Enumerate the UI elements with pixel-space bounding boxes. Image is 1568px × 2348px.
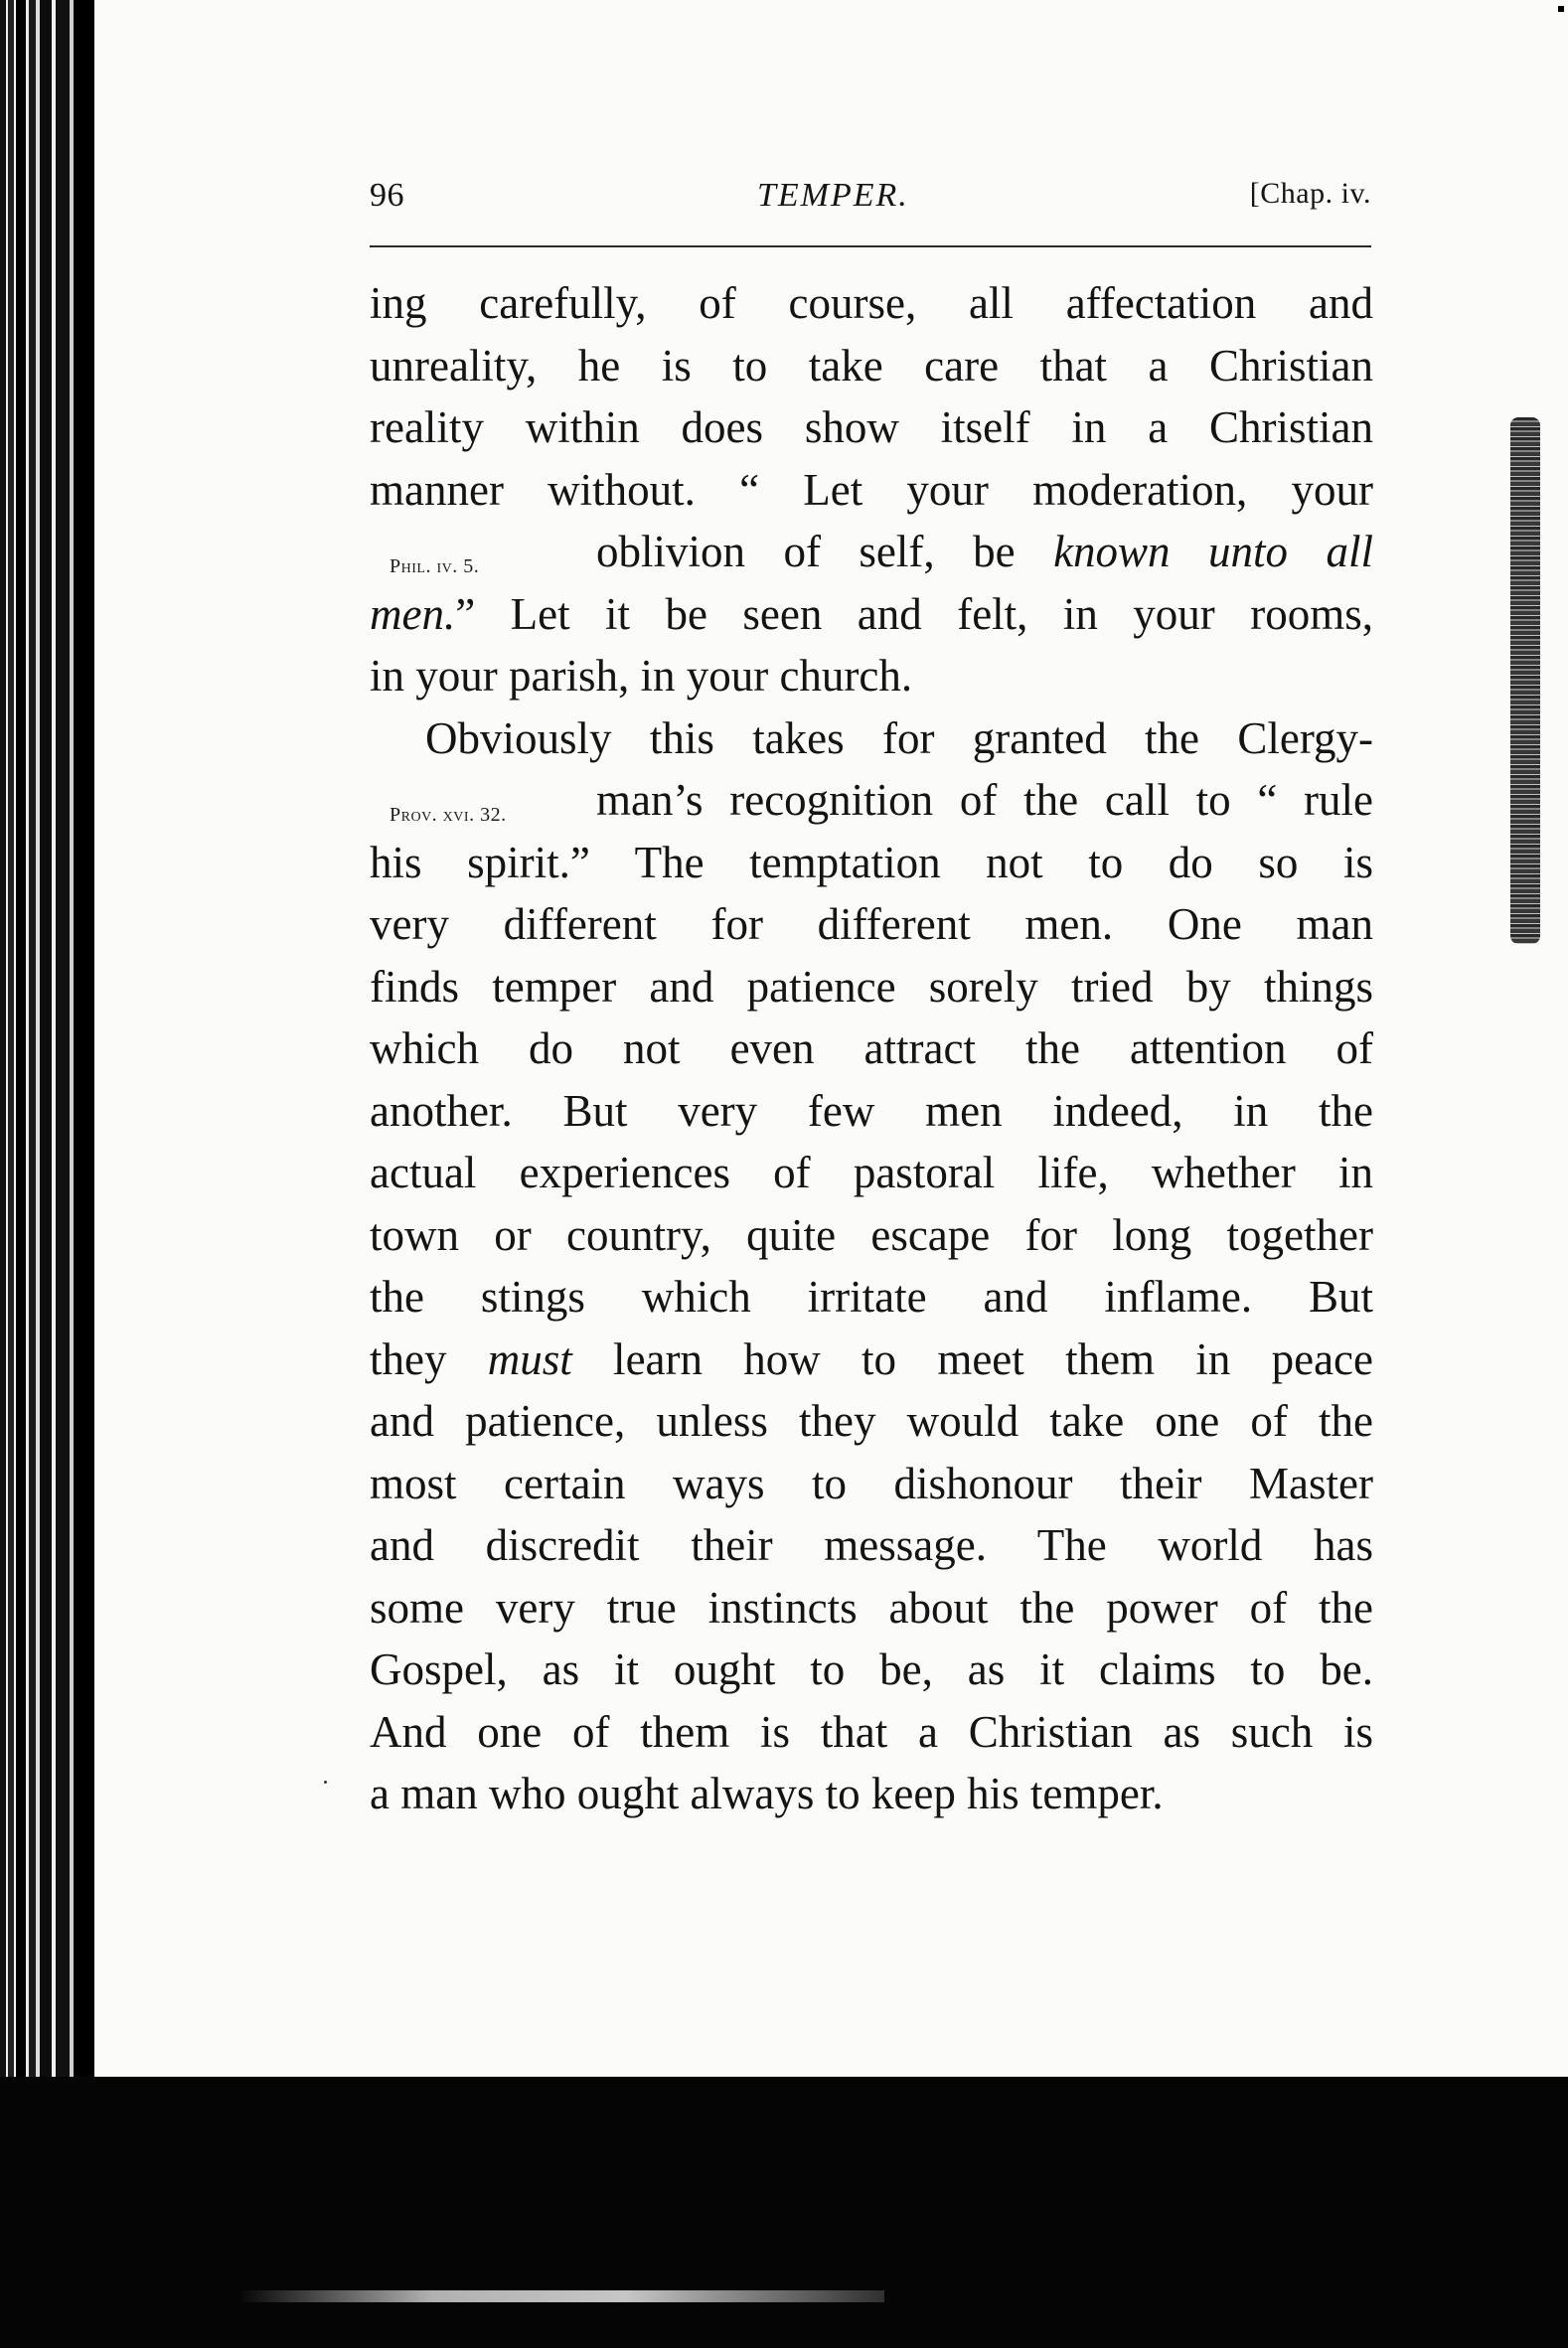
running-title: TEMPER. — [757, 177, 909, 214]
text-line: and patience, unless they would take one of the — [370, 1396, 1373, 1446]
italic-span: known unto all — [1053, 527, 1373, 576]
page-header — [370, 177, 1371, 223]
italic-span: must — [487, 1333, 572, 1384]
text-line: reality within does show itself in a Christian — [370, 402, 1373, 452]
text-line — [370, 521, 1373, 583]
text-line: in your parish, in your church. — [370, 651, 913, 701]
text-span: oblivion of self, be — [596, 527, 1054, 576]
scanner-light-streak — [238, 2290, 884, 2302]
page-edge-bleed-marks — [1510, 417, 1540, 944]
text-line — [370, 1329, 1373, 1391]
text-line: manner without. “ Let your moderation, your — [370, 464, 1373, 515]
text-line: very different for different men. One man — [370, 899, 1373, 949]
header-rule — [370, 245, 1371, 247]
text-line: unreality, he is to take care that a Christian — [370, 340, 1373, 391]
text-span: learn how to meet them in peace — [571, 1333, 1373, 1384]
text-span: ” Let it be seen and felt, in your rooms, — [455, 588, 1373, 639]
text-line: his spirit.” The temptation not to do so is — [370, 837, 1373, 887]
stray-ink-mark — [324, 1781, 327, 1784]
chapter-reference: [Chap. iv. — [1249, 177, 1371, 210]
italic-span: men. — [370, 588, 456, 639]
text-line: most certain ways to dishonour their Master — [370, 1458, 1373, 1508]
text-line: a man who ought always to keep his temper. — [370, 1769, 1164, 1818]
text-line: finds temper and patience sorely tried by things — [370, 961, 1373, 1012]
book-binding-gutter — [0, 0, 94, 2077]
margin-note-phil: Phil. iv. 5. — [390, 555, 480, 577]
text-line: man’s recognition of the call to “ rule — [596, 775, 1373, 825]
text-line: which do not even attract the attention of — [370, 1023, 1373, 1073]
text-line: And one of them is that a Christian as such is — [370, 1706, 1373, 1757]
text-line: some very true instincts about the power of the — [370, 1582, 1373, 1633]
scan-corner-mark — [1558, 6, 1564, 12]
page-number: 96 — [370, 177, 404, 214]
scanner-bed — [0, 2077, 1568, 2348]
text-line — [370, 583, 1373, 646]
body-text — [370, 272, 1373, 1825]
text-line: another. But very few men indeed, in the — [370, 1085, 1373, 1136]
text-line: actual experiences of pastoral life, whether in — [370, 1148, 1373, 1197]
text-line: town or country, quite escape for long together — [370, 1209, 1373, 1260]
text-line: Gospel, as it ought to be, as it claims to be. — [370, 1644, 1373, 1694]
margin-note-prov: Prov. xvi. 32. — [390, 804, 507, 826]
text-line: the stings which irritate and inflame. But — [370, 1272, 1373, 1322]
text-line: and discredit their message. The world has — [370, 1520, 1373, 1570]
text-line: Obviously this takes for granted the Clergy- — [425, 712, 1373, 763]
text-line: ing carefully, of course, all affectation and — [370, 278, 1373, 328]
text-span: they — [370, 1333, 488, 1384]
